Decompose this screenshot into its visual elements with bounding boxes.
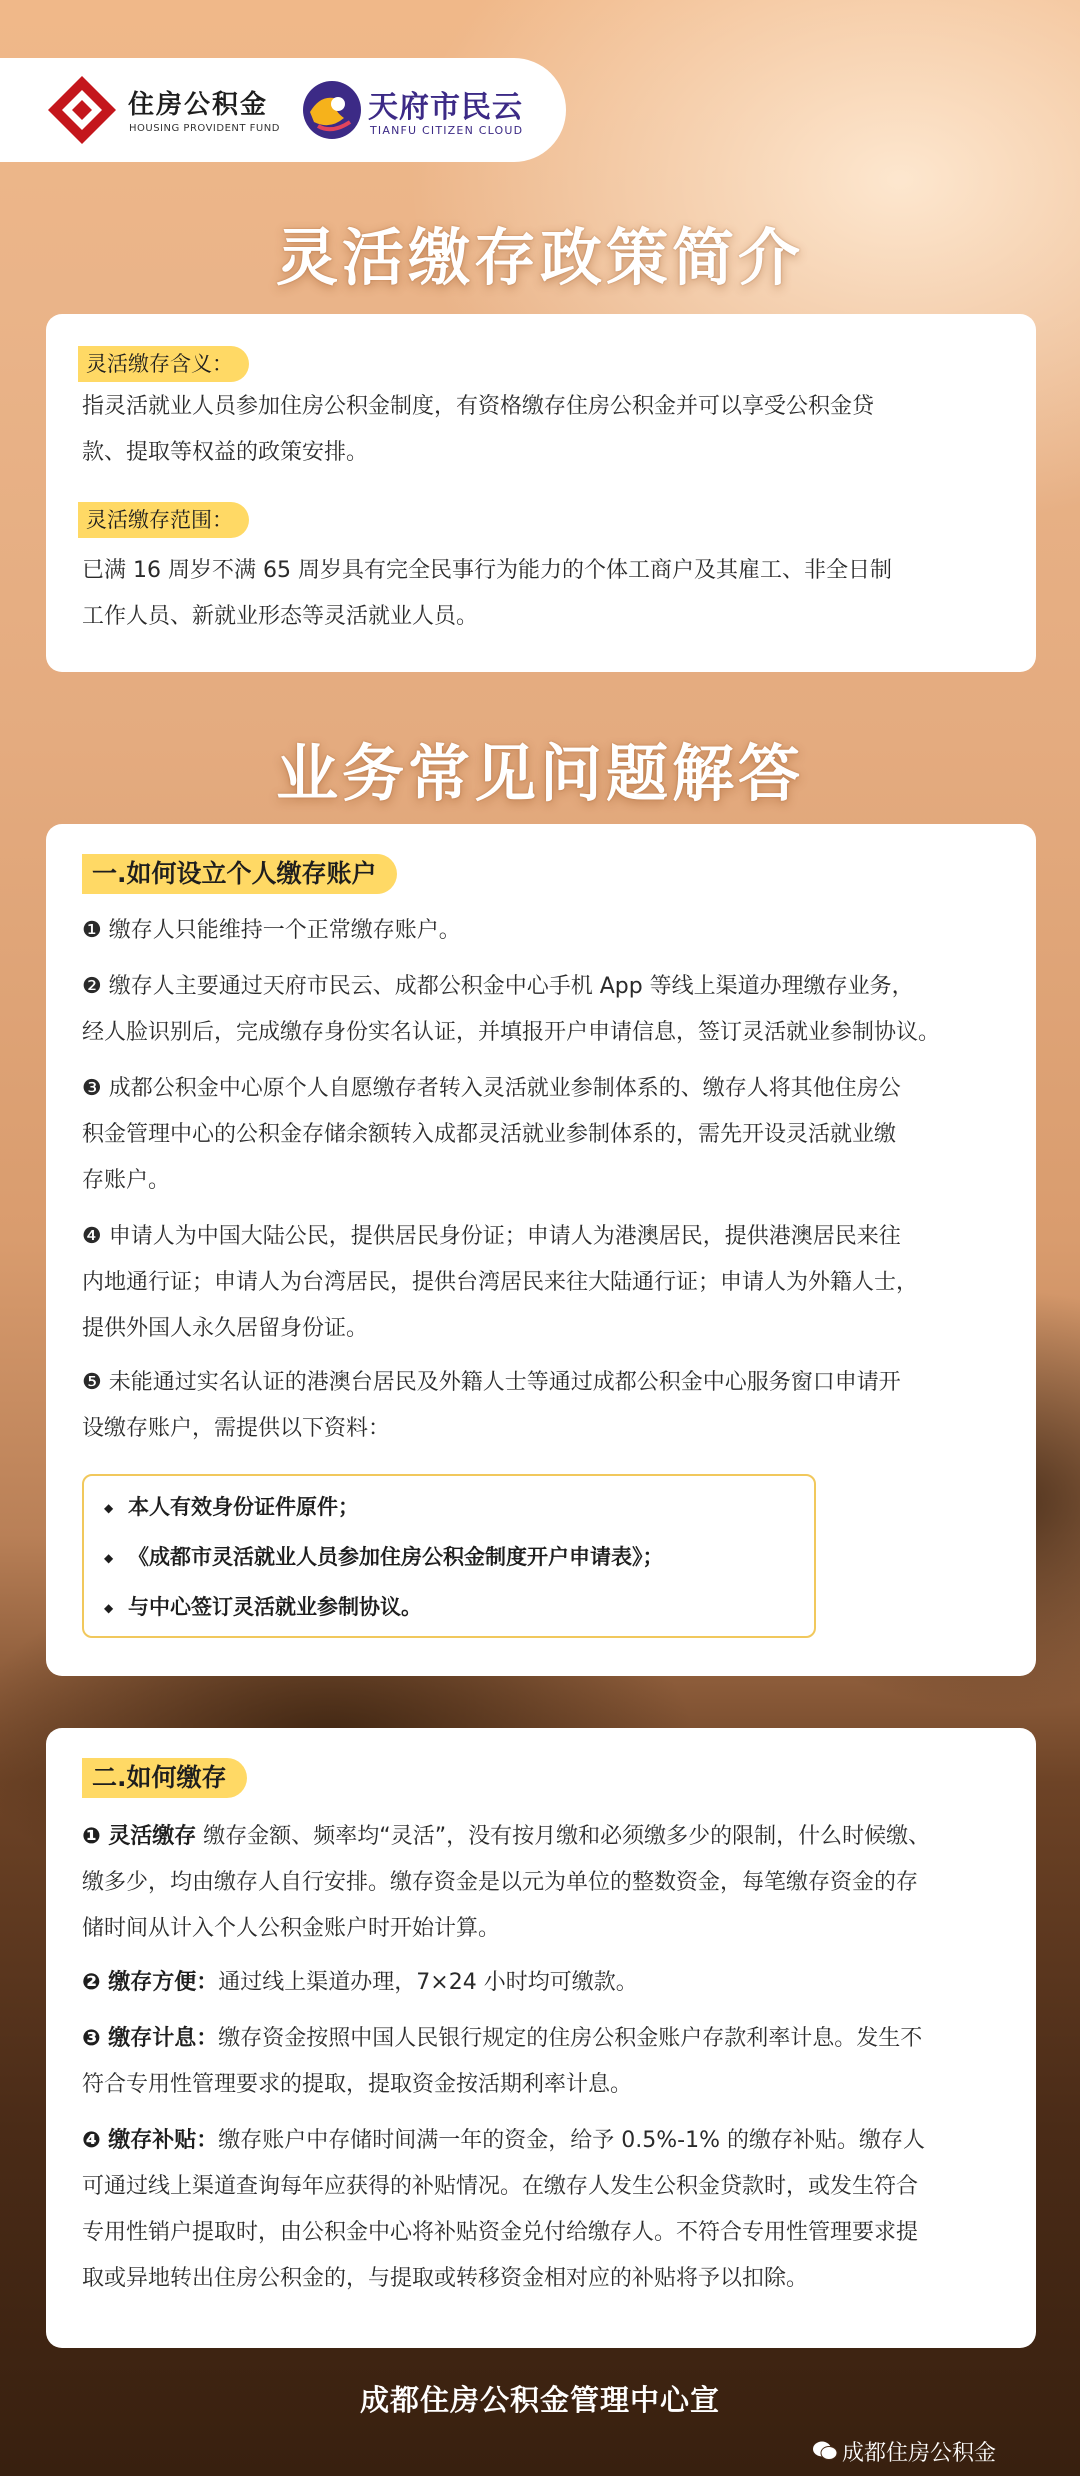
wechat-watermark: 成都住房公积金 xyxy=(812,2436,996,2468)
wechat-icon xyxy=(812,2440,842,2468)
scope-label: 灵活缴存范围： xyxy=(78,502,249,538)
tianfu-cloud-name: 天府市民云 xyxy=(368,90,523,125)
footer-organization: 成都住房公积金管理中心宣 xyxy=(359,2383,720,2417)
s2-item-2: ❷ 缴存方便：通过线上渠道办理，7×24 小时均可缴款。 xyxy=(82,1970,638,1995)
header-logo-bar xyxy=(0,58,566,162)
s1-item-1: ❶ 缴存人只能维持一个正常缴存账户。 xyxy=(82,918,461,943)
document-item: ◆ 《成都市灵活就业人员参加住房公积金制度开户申请表》； xyxy=(104,1532,814,1582)
meaning-text: 指灵活就业人员参加住房公积金制度，有资格缴存住房公积金并可以享受公积金贷 款、提取等权益的政策安排。 xyxy=(82,394,875,465)
policy-card xyxy=(46,314,1036,672)
scope-text: 已满 16 周岁不满 65 周岁具有完全民事行为能力的个体工商户及其雇工、非全日制 工作人员、新就业形态等灵活就业人员。 xyxy=(82,558,892,629)
meaning-label: 灵活缴存含义： xyxy=(78,346,249,382)
s2-item-4: ❹ 缴存补贴：缴存账户中存储时间满一年的资金，给予 0.5%-1% 的缴存补贴。缴存人 可通过线上渠道查询每年应获得的补贴情况。在缴存人发生公积金贷款时，或发生符合 专用性销户提取时，由公积金中心将补贴资金兑付给缴存人。不符合专用性管理要求提 取或异地转出住房公积金的，与提取或转移资金相对应的补贴将予以扣除。 xyxy=(82,2128,926,2291)
diamond-bullet-icon: ◆ xyxy=(104,1501,114,1515)
required-documents-box xyxy=(82,1474,816,1638)
s1-item-4: ❹ 申请人为中国大陆公民，提供居民身份证；申请人为港澳居民，提供港澳居民来往 内地通行证；申请人为台湾居民，提供台湾居民来往大陆通行证；申请人为外籍人士， 提供外国人永久居留身份证。 xyxy=(82,1224,919,1341)
faq-section-1-card xyxy=(46,824,1036,1676)
s1-item-5: ❺ 未能通过实名认证的港澳台居民及外籍人士等通过成都公积金中心服务窗口申请开 设缴存账户，需提供以下资料： xyxy=(82,1370,901,1441)
s2-item-3: ❸ 缴存计息：缴存资金按照中国人民银行规定的住房公积金账户存款利率计息。发生不 符合专用性管理要求的提取，提取资金按活期利率计息。 xyxy=(82,2026,923,2097)
s1-item-3: ❸ 成都公积金中心原个人自愿缴存者转入灵活就业参制体系的、缴存人将其他住房公 积金管理中心的公积金存储余额转入成都灵活就业参制体系的，需先开设灵活就业缴 存账户。 xyxy=(82,1076,901,1193)
housing-fund-name: 住房公积金 xyxy=(128,90,269,120)
document-item: ◆ 本人有效身份证件原件； xyxy=(104,1482,814,1532)
s2-item-1: ❶ 灵活缴存 缴存金额、频率均“灵活”，没有按月缴和必须缴多少的限制，什么时候缴、 缴多少，均由缴存人自行安排。缴存资金是以元为单位的整数资金，每笔缴存资金的存 储时间从计入个人公积金账户时开始计算。 xyxy=(82,1824,931,1941)
s1-item-2: ❷ 缴存人主要通过天府市民云、成都公积金中心手机 App 等线上渠道办理缴存业务， 经人脸识别后，完成缴存身份实名认证，并填报开户申请信息，签订灵活就业参制协议。 xyxy=(82,974,941,1045)
document-item: ◆ 与中心签订灵活就业参制协议。 xyxy=(104,1582,814,1632)
housing-fund-logo-icon xyxy=(44,72,120,148)
faq-title: 业务常见问题解答 xyxy=(275,737,804,810)
section-1-title: 一.如何设立个人缴存账户 xyxy=(82,854,397,894)
section-2-title: 二.如何缴存 xyxy=(82,1758,247,1798)
housing-fund-english: HOUSING PROVIDENT FUND xyxy=(129,123,280,134)
faq-section-2-card xyxy=(46,1728,1036,2348)
policy-title: 灵活缴存政策简介 xyxy=(275,221,804,294)
tianfu-cloud-english: TIANFU CITIZEN CLOUD xyxy=(370,124,524,137)
diamond-bullet-icon: ◆ xyxy=(104,1601,114,1615)
diamond-bullet-icon: ◆ xyxy=(104,1551,114,1565)
tianfu-cloud-logo-icon xyxy=(300,78,364,142)
